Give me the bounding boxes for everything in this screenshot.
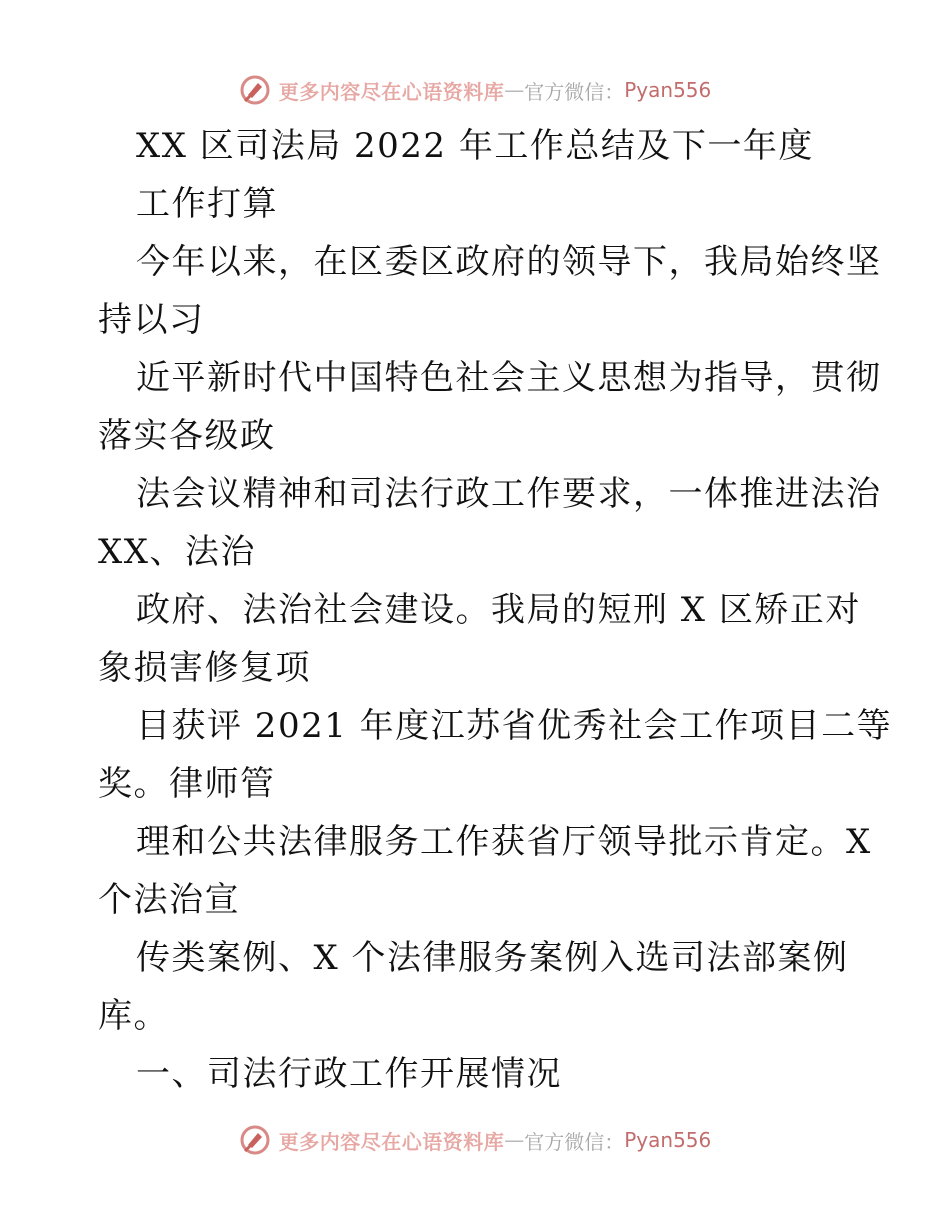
logo-icon [239, 74, 271, 106]
banner-wechat-id: Pyan556 [624, 78, 712, 102]
banner-sub-text: 官方微信： [524, 79, 625, 104]
paragraph-line: 理和公共法律服务工作获省厅领导批示肯定。X [136, 822, 872, 862]
paragraph-line: 库。 [98, 996, 169, 1036]
banner-main-text: 更多内容尽在心语资料库 [278, 1129, 505, 1154]
paragraph-line: 法会议精神和司法行政工作要求，一体推进法治 [136, 474, 882, 514]
banner-sub-text: 官方微信： [524, 1129, 625, 1154]
paragraph-line: 目获评 2021 年度江苏省优秀社会工作项目二等 [136, 706, 893, 746]
banner-dash: — [504, 1128, 525, 1152]
paragraph-line: XX、法治 [98, 532, 256, 572]
paragraph-line: 象损害修复项 [98, 648, 311, 688]
paragraph-line: 传类案例、X 个法律服务案例入选司法部案例 [136, 938, 849, 978]
header-banner [0, 70, 950, 110]
paragraph-line: 奖。律师管 [98, 764, 276, 804]
banner-main-text: 更多内容尽在心语资料库 [278, 79, 505, 104]
doc-title-line-2: 工作打算 [136, 184, 278, 224]
paragraph-line: 今年以来，在区委区政府的领导下，我局始终坚 [136, 242, 882, 282]
banner-wechat-id: Pyan556 [624, 1128, 712, 1152]
paragraph-line: 落实各级政 [98, 416, 276, 456]
footer-banner [0, 1120, 950, 1160]
paragraph-line: 持以习 [98, 300, 205, 340]
paragraph-line: 政府、法治社会建设。我局的短刑 X 区矫正对 [136, 590, 861, 630]
paragraph-line: 个法治宣 [98, 880, 240, 920]
section-heading: 一、司法行政工作开展情况 [136, 1054, 562, 1094]
doc-title-line-1: XX 区司法局 2022 年工作总结及下一年度 [136, 126, 814, 166]
banner-dash: — [504, 78, 525, 102]
logo-icon [239, 1124, 271, 1156]
paragraph-line: 近平新时代中国特色社会主义思想为指导，贯彻 [136, 358, 882, 398]
